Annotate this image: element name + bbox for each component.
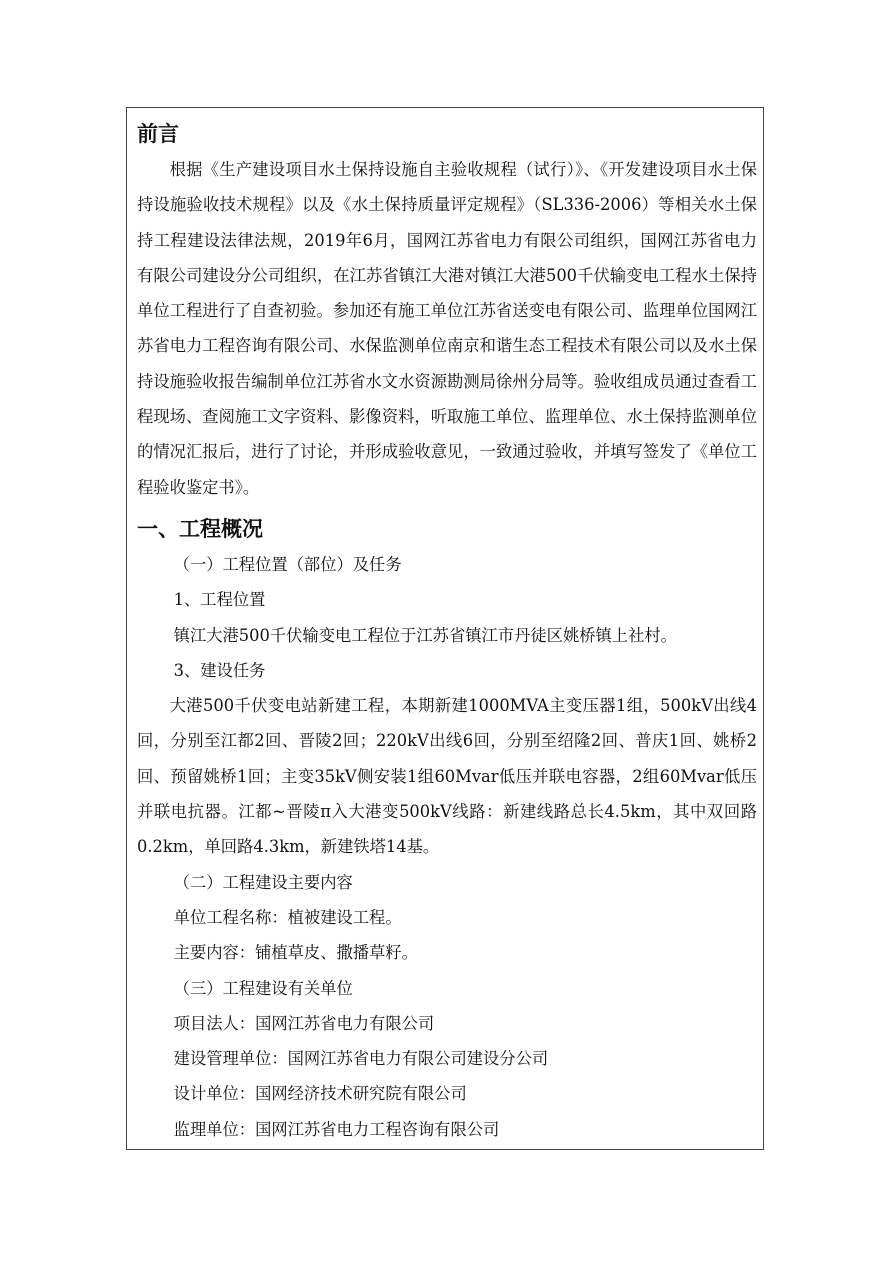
section1-title: 一、工程概况 — [137, 516, 263, 541]
item3-title: 3、建设任务 — [173, 660, 266, 680]
design-unit: 设计单位：国网经济技术研究院有限公司 — [173, 1084, 467, 1104]
item1-body: 镇江大港500千伏输变电工程位于江苏省镇江市丹徒区姚桥镇上社村。 — [173, 625, 677, 645]
subsection1-title: （一）工程位置（部位）及任务 — [173, 554, 402, 574]
preface-body: 根据《生产建设项目水土保持设施自主验收规程（试行）》、《开发建设项目水土保持设施验收技术规程》以及《水土保持质量评定规程》（SL336-2006）等相关水土保持工程建设法律法规，2019年6月，国网江苏省电力有限公司组织，国网江苏省电力有限公司建设分公司组织，在江苏省镇江大港对镇江大港500千伏输变电工程水土保持单位工程进行了自查初验。参加还有施工单位江苏省送变电有限公司、监理单位国网江苏省电力工程咨询有限公司、水保监测单位南京和谐生态工程技术有限公司以及水土保持设施验收报告编制单位江苏省水文水资源勘测局徐州分局等。验收组成员通过查看工程现场、查阅施工文字资料、影像资料，听取施工单位、监理单位、水土保持监测单位的情况汇报后，进行了讨论，并形成验收意见，一致通过验收，并填写签发了《单位工程验收鉴定书》。 — [137, 160, 757, 497]
supervision-unit: 监理单位：国网江苏省电力工程咨询有限公司 — [173, 1119, 500, 1139]
subsection3-title: （三）工程建设有关单位 — [173, 978, 353, 998]
construction-management-unit: 建设管理单位：国网江苏省电力有限公司建设分公司 — [173, 1049, 549, 1069]
main-content: 主要内容：铺植草皮、撒播草籽。 — [173, 943, 418, 963]
unit-name: 单位工程名称：植被建设工程。 — [173, 907, 402, 927]
document-content — [137, 116, 757, 1147]
preface-title: 前言 — [137, 122, 179, 146]
item3-body: 大港500千伏变电站新建工程，本期新建1000MVA主变压器1组，500kV出线4回，分别至江都2回、晋陵2回；220kV出线6回，分别至绍隆2回、普庆1回、姚桥2回、预留姚桥1回；主变35kV侧安装1组60Mvar低压并联电容器，2组60Mvar低压并联电抗器。江都~晋陵π入大港变500kV线路：新建线路总长4.5km，其中双回路0.2km，单回路4.3km，新建铁塔14基。 — [137, 696, 757, 857]
item1-title: 1、工程位置 — [173, 590, 266, 610]
document-frame — [126, 107, 764, 1150]
subsection2-title: （二）工程建设主要内容 — [173, 872, 353, 892]
legal-person: 项目法人：国网江苏省电力有限公司 — [173, 1013, 435, 1033]
